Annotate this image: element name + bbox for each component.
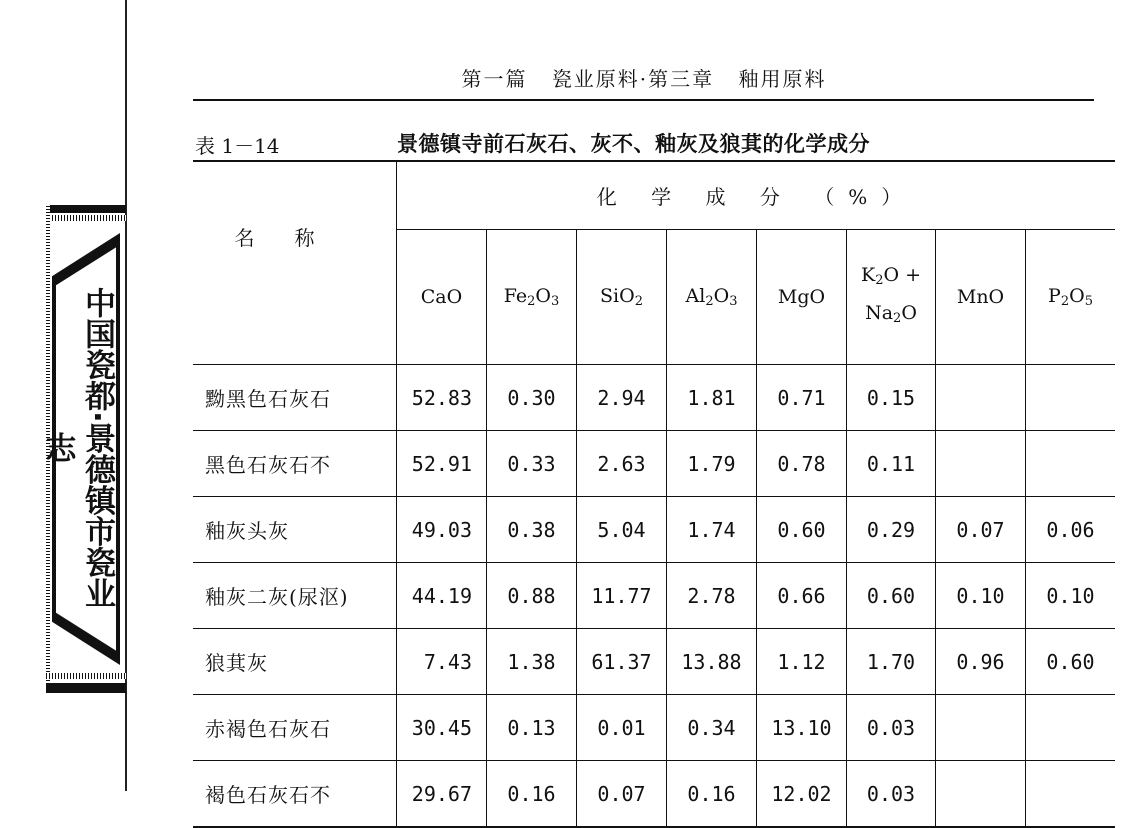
banner-text: 中国瓷都·景德镇市瓷业志: [39, 286, 115, 609]
cell-mno: [936, 695, 1026, 761]
running-header: [195, 63, 1093, 92]
side-banner: [39, 205, 126, 693]
cell-cao: 52.83: [397, 365, 487, 431]
cell-cao: 7.43: [397, 629, 487, 695]
header-rule: [193, 99, 1094, 101]
cell-mno: [936, 431, 1026, 497]
cell-p2o5: [1026, 695, 1116, 761]
cell-k2o-na2o: 1.70: [847, 629, 936, 695]
cell-sio2: 61.37: [577, 629, 667, 695]
cell-p2o5: 0.60: [1026, 629, 1116, 695]
cell-mno: [936, 761, 1026, 828]
cell-k2o-na2o: 0.29: [847, 497, 936, 563]
col-mgo: MgO: [757, 230, 847, 365]
cell-k2o-na2o: 0.60: [847, 563, 936, 629]
cell-sio2: 0.07: [577, 761, 667, 828]
cell-cao: 30.45: [397, 695, 487, 761]
cell-fe2o3: 0.16: [487, 761, 577, 828]
running-header-topic: 釉用原料: [738, 67, 827, 91]
cell-p2o5: 0.10: [1026, 563, 1116, 629]
cell-al2o3: 0.34: [667, 695, 757, 761]
cell-mgo: 12.02: [757, 761, 847, 828]
table-row: [193, 761, 1115, 828]
cell-k2o-na2o: 0.03: [847, 695, 936, 761]
table-row: [193, 695, 1115, 761]
cell-fe2o3: 0.30: [487, 365, 577, 431]
cell-mgo: 13.10: [757, 695, 847, 761]
composition-table: [193, 160, 1115, 828]
cell-p2o5: [1026, 761, 1116, 828]
cell-al2o3: 1.74: [667, 497, 757, 563]
col-al2o3: $Al_2O_3$: [667, 230, 757, 365]
table-row: [193, 365, 1115, 431]
cell-al2o3: 0.16: [667, 761, 757, 828]
row-name: 釉灰头灰: [193, 497, 397, 563]
cell-mgo: 0.71: [757, 365, 847, 431]
cell-fe2o3: 0.13: [487, 695, 577, 761]
row-name: 狼萁灰: [193, 629, 397, 695]
cell-k2o-na2o: 0.03: [847, 761, 936, 828]
cell-cao: 29.67: [397, 761, 487, 828]
cell-cao: 44.19: [397, 563, 487, 629]
cell-al2o3: 2.78: [667, 563, 757, 629]
cell-mgo: 0.66: [757, 563, 847, 629]
col-cao: CaO: [397, 230, 487, 365]
cell-mgo: 1.12: [757, 629, 847, 695]
cell-p2o5: 0.06: [1026, 497, 1116, 563]
table-header-row: [193, 161, 1115, 230]
cell-mgo: 0.60: [757, 497, 847, 563]
cell-mno: 0.10: [936, 563, 1026, 629]
cell-sio2: 11.77: [577, 563, 667, 629]
cell-fe2o3: 1.38: [487, 629, 577, 695]
col-fe2o3: $Fe_2O_3$: [487, 230, 577, 365]
cell-k2o-na2o: 0.15: [847, 365, 936, 431]
composition-group-header: 化 学 成 分 （%）: [397, 161, 1116, 230]
banner-bottom-bar: [46, 683, 126, 693]
cell-sio2: 5.04: [577, 497, 667, 563]
table-row: [193, 497, 1115, 563]
cell-k2o-na2o: 0.11: [847, 431, 936, 497]
name-column-header: 名称: [193, 161, 397, 365]
cell-al2o3: 1.79: [667, 431, 757, 497]
cell-mgo: 0.78: [757, 431, 847, 497]
col-k2o-na2o: $K_2O$ + $Na_2O$: [847, 230, 936, 365]
col-mno: MnO: [936, 230, 1026, 365]
table-row: [193, 431, 1115, 497]
table-row: [193, 629, 1115, 695]
row-name: 釉灰二灰(尿沤): [193, 563, 397, 629]
cell-fe2o3: 0.88: [487, 563, 577, 629]
row-name: 黑色石灰石不: [193, 431, 397, 497]
row-name: 褐色石灰石不: [193, 761, 397, 828]
cell-fe2o3: 0.33: [487, 431, 577, 497]
row-name: 黝黑色石灰石: [193, 365, 397, 431]
running-header-chapter: 瓷业原料·第三章: [551, 67, 715, 91]
col-p2o5: $P_2O_5$: [1026, 230, 1116, 365]
cell-cao: 49.03: [397, 497, 487, 563]
running-header-part: 第一篇: [461, 67, 528, 91]
cell-mno: 0.96: [936, 629, 1026, 695]
table-title: 景德镇寺前石灰石、灰不、釉灰及狼萁的化学成分: [397, 132, 870, 156]
cell-fe2o3: 0.38: [487, 497, 577, 563]
cell-sio2: 0.01: [577, 695, 667, 761]
cell-al2o3: 13.88: [667, 629, 757, 695]
cell-mno: [936, 365, 1026, 431]
row-name: 赤褐色石灰石: [193, 695, 397, 761]
cell-sio2: 2.94: [577, 365, 667, 431]
cell-p2o5: [1026, 431, 1116, 497]
table-number: 表 1－14: [195, 134, 280, 158]
cell-p2o5: [1026, 365, 1116, 431]
cell-al2o3: 1.81: [667, 365, 757, 431]
banner-bottom-hatch: [46, 673, 126, 679]
cell-cao: 52.91: [397, 431, 487, 497]
cell-sio2: 2.63: [577, 431, 667, 497]
cell-mno: 0.07: [936, 497, 1026, 563]
banner-top-bar: [46, 205, 126, 213]
table-row: [193, 563, 1115, 629]
banner-top-hatch: [46, 215, 126, 221]
col-sio2: SiO$_2$: [577, 230, 667, 365]
